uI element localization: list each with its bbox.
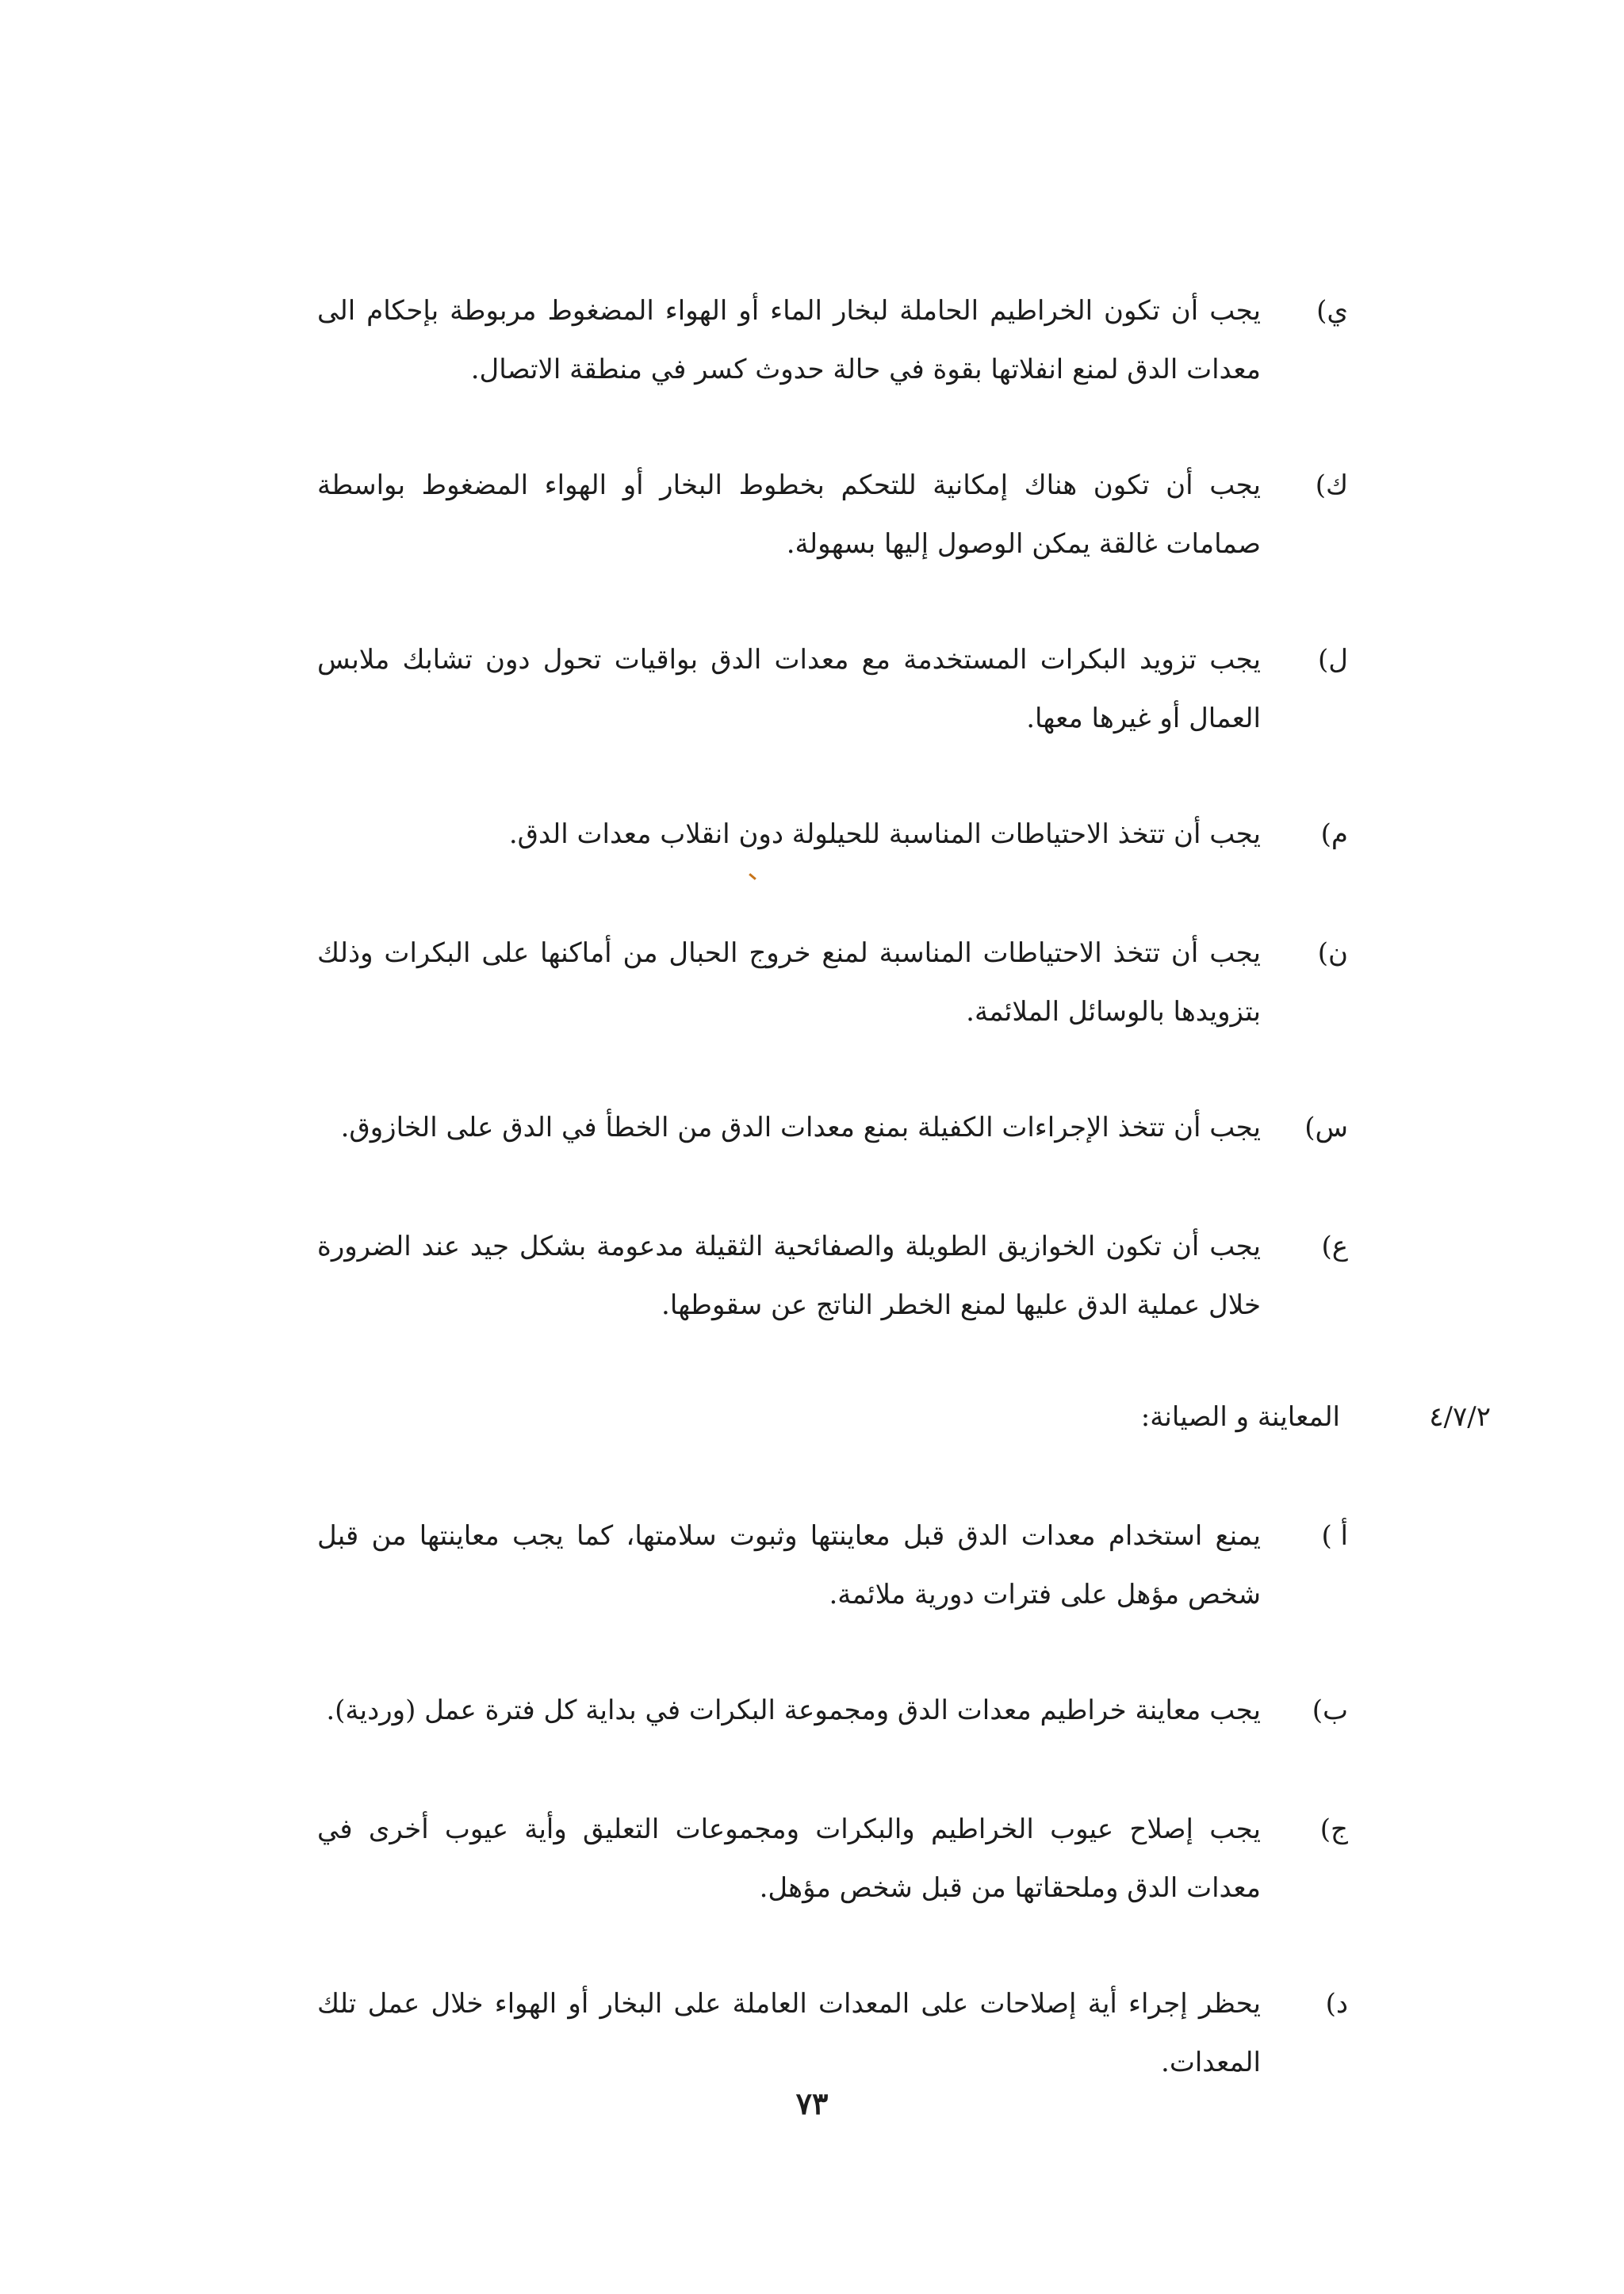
item-text: يجب أن تتخذ الاحتياطات المناسبة للحيلولة دون انقلاب معدات الدق. <box>508 818 1261 850</box>
list-item <box>317 630 1348 748</box>
item-marker: ك) <box>1315 469 1348 501</box>
list-item <box>317 1974 1348 2092</box>
scan-speck <box>749 873 756 880</box>
item-marker: ج) <box>1320 1813 1348 1845</box>
item-text: يجب أن تتخذ الإجراءات الكفيلة بمنع معدات الدق من الخطأ في الدق على الخازوق. <box>340 1112 1261 1143</box>
item-text: يجب إصلاح عيوب الخراطيم والبكرات ومجموعات التعليق وأية عيوب أخرى في معدات الدق وملحقاتها من قبل شخص مؤهل. <box>317 1813 1261 1904</box>
item-marker: م) <box>1320 818 1348 850</box>
item-text: يجب أن تتخذ الاحتياطات المناسبة لمنع خروج الحبال من أماكنها على البكرات وذلك بتزويدها بالوسائل الملائمة. <box>317 937 1261 1028</box>
item-marker: س) <box>1304 1112 1348 1143</box>
item-text: يحظر إجراء أية إصلاحات على المعدات العاملة على البخار أو الهواء خلال عمل تلك المعدات. <box>317 1988 1261 2078</box>
list-item <box>317 456 1348 573</box>
item-marker: ي) <box>1316 295 1348 327</box>
list-item <box>317 1217 1348 1335</box>
item-text: يجب أن تكون الخوازيق الطويلة والصفائحية الثقيلة مدعومة بشكل جيد عند الضرورة خلال عملية الدق عليها لمنع الخطر الناتج عن سقوطها. <box>317 1231 1261 1321</box>
section-title: المعاينة و الصيانة: <box>1140 1401 1340 1433</box>
item-text: يجب معاينة خراطيم معدات الدق ومجموعة البكرات في بداية كل فترة عمل (وردية). <box>326 1695 1261 1726</box>
item-text: يمنع استخدام معدات الدق قبل معاينتها وثبوت سلامتها، كما يجب معاينتها من قبل شخص مؤهل على فترات دورية ملائمة. <box>317 1520 1261 1610</box>
page-number: ٧٣ <box>795 2085 829 2121</box>
item-marker: ب) <box>1312 1695 1348 1726</box>
section-number: ٤/٧/٢ <box>1429 1401 1491 1433</box>
list-item <box>317 1507 1348 1624</box>
item-marker: د) <box>1325 1988 1348 2020</box>
item-marker: ل) <box>1318 644 1348 676</box>
list-item <box>317 1800 1348 1917</box>
list-item <box>317 924 1348 1041</box>
item-marker: ع) <box>1321 1231 1348 1262</box>
item-text: يجب أن تكون هناك إمكانية للتحكم بخطوط البخار أو الهواء المضغوط بواسطة صمامات غالقة يمكن الوصول إليها بسهولة. <box>317 469 1261 560</box>
item-text: يجب أن تكون الخراطيم الحاملة لبخار الماء أو الهواء المضغوط مربوطة بإحكام الى معدات الدق لمنع انفلاتها بقوة في حالة حدوث كسر في منطقة الاتصال. <box>317 295 1261 385</box>
item-text: يجب تزويد البكرات المستخدمة مع معدات الدق بواقيات تحول دون تشابك ملابس العمال أو غيرها معها. <box>317 644 1261 734</box>
list-item <box>317 805 1348 864</box>
list-item <box>317 1098 1348 1157</box>
list-item <box>317 281 1348 399</box>
list-item <box>317 1681 1348 1740</box>
item-marker: ن) <box>1317 937 1348 969</box>
item-marker: أ ) <box>1321 1520 1348 1552</box>
